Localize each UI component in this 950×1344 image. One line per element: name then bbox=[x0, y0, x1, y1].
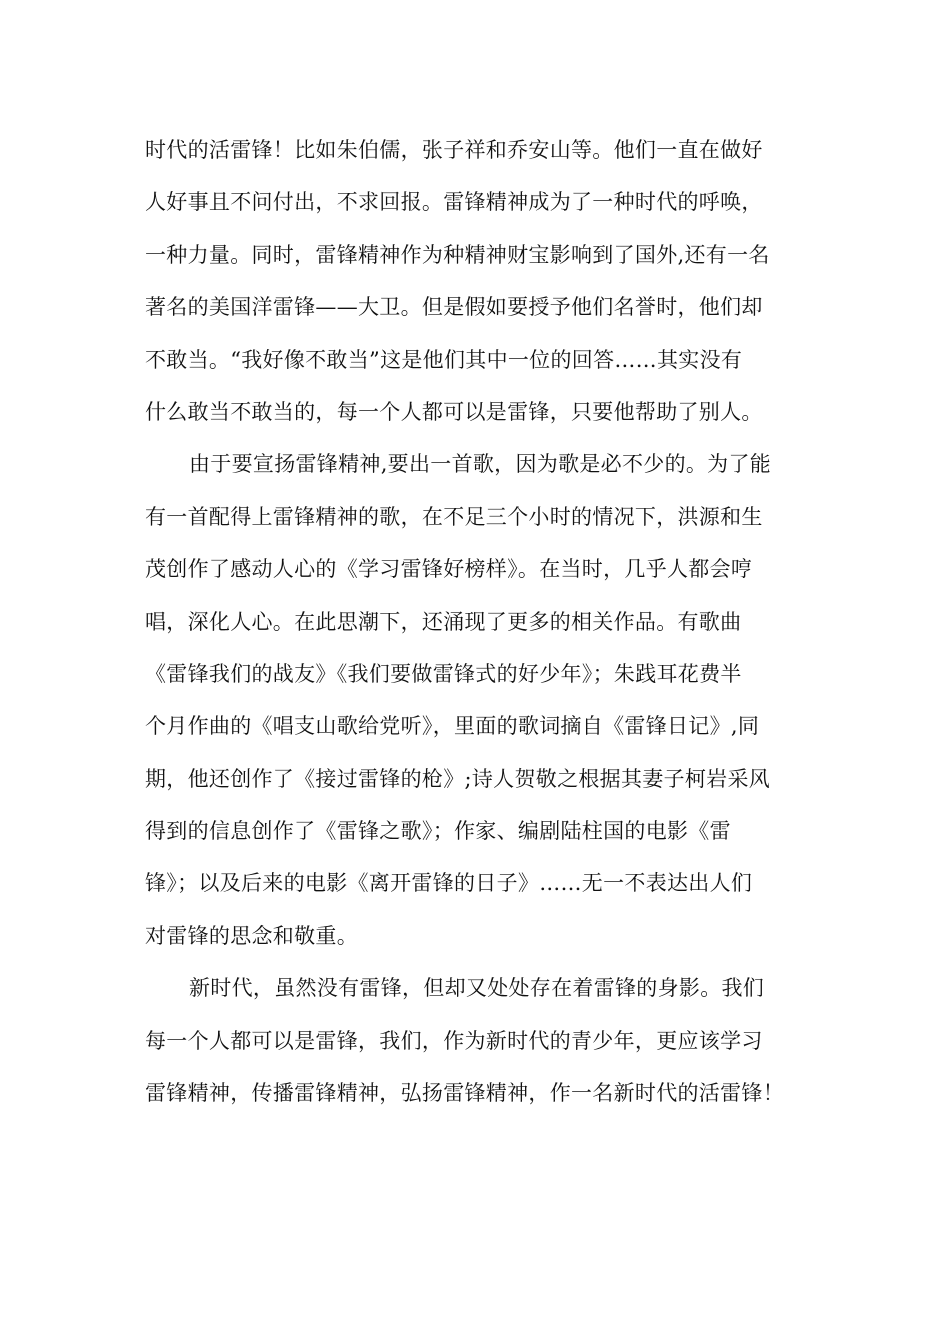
text-line: 雷锋精神，传播雷锋精神，弘扬雷锋精神，作一名新时代的活雷锋！ bbox=[145, 1081, 784, 1106]
paragraph-start-line: 新时代，虽然没有雷锋，但却又处处存在着雷锋的身影。我们 bbox=[189, 976, 765, 1001]
text-line: 个月作曲的《唱支山歌给党听》，里面的歌词摘自《雷锋日记》,同 bbox=[145, 714, 760, 739]
text-line: 得到的信息创作了《雷锋之歌》；作家、编剧陆柱国的电影《雷 bbox=[145, 819, 731, 844]
text-line: 著名的美国洋雷锋——大卫。但是假如要授予他们名誉时，他们却 bbox=[145, 295, 763, 320]
text-line: 锋》；以及后来的电影《离开雷锋的日子》……无一不表达出人们 bbox=[145, 871, 753, 896]
text-line: 每一个人都可以是雷锋，我们，作为新时代的青少年，更应该学习 bbox=[145, 1028, 763, 1053]
text-line: 唱，深化人心。在此思潮下，还涌现了更多的相关作品。有歌曲 bbox=[145, 609, 742, 634]
text-line: 时代的活雷锋！比如朱伯儒，张子祥和乔安山等。他们一直在做好 bbox=[145, 138, 763, 162]
text-line: 什么敢当不敢当的，每一个人都可以是雷锋，只要他帮助了别人。 bbox=[145, 399, 763, 424]
text-line: 茂创作了感动人心的《学习雷锋好榜样》。在当时，几乎人都会哼 bbox=[145, 557, 753, 582]
text-line: 人好事且不问付出，不求回报。雷锋精神成为了一种时代的呼唤， bbox=[145, 190, 763, 215]
text-line: 有一首配得上雷锋精神的歌，在不足三个小时的情况下，洪源和生 bbox=[145, 504, 763, 529]
text-line: 对雷锋的思念和敬重。 bbox=[145, 923, 358, 948]
paragraph-start-line: 由于要宣扬雷锋精神,要出一首歌，因为歌是必不少的。为了能 bbox=[189, 452, 772, 477]
text-line: 不敢当。“我好像不敢当”这是他们其中一位的回答……其实没有 bbox=[145, 347, 743, 372]
text-line: 《雷锋我们的战友》《我们要做雷锋式的好少年》；朱践耳花费半 bbox=[145, 661, 742, 686]
text-line: 一种力量。同时，雷锋精神作为种精神财宝影响到了国外,还有一名 bbox=[145, 242, 770, 267]
text-line: 期，他还创作了《接过雷锋的枪》;诗人贺敬之根据其妻子柯岩采风 bbox=[145, 766, 771, 791]
body-text bbox=[145, 124, 810, 1119]
